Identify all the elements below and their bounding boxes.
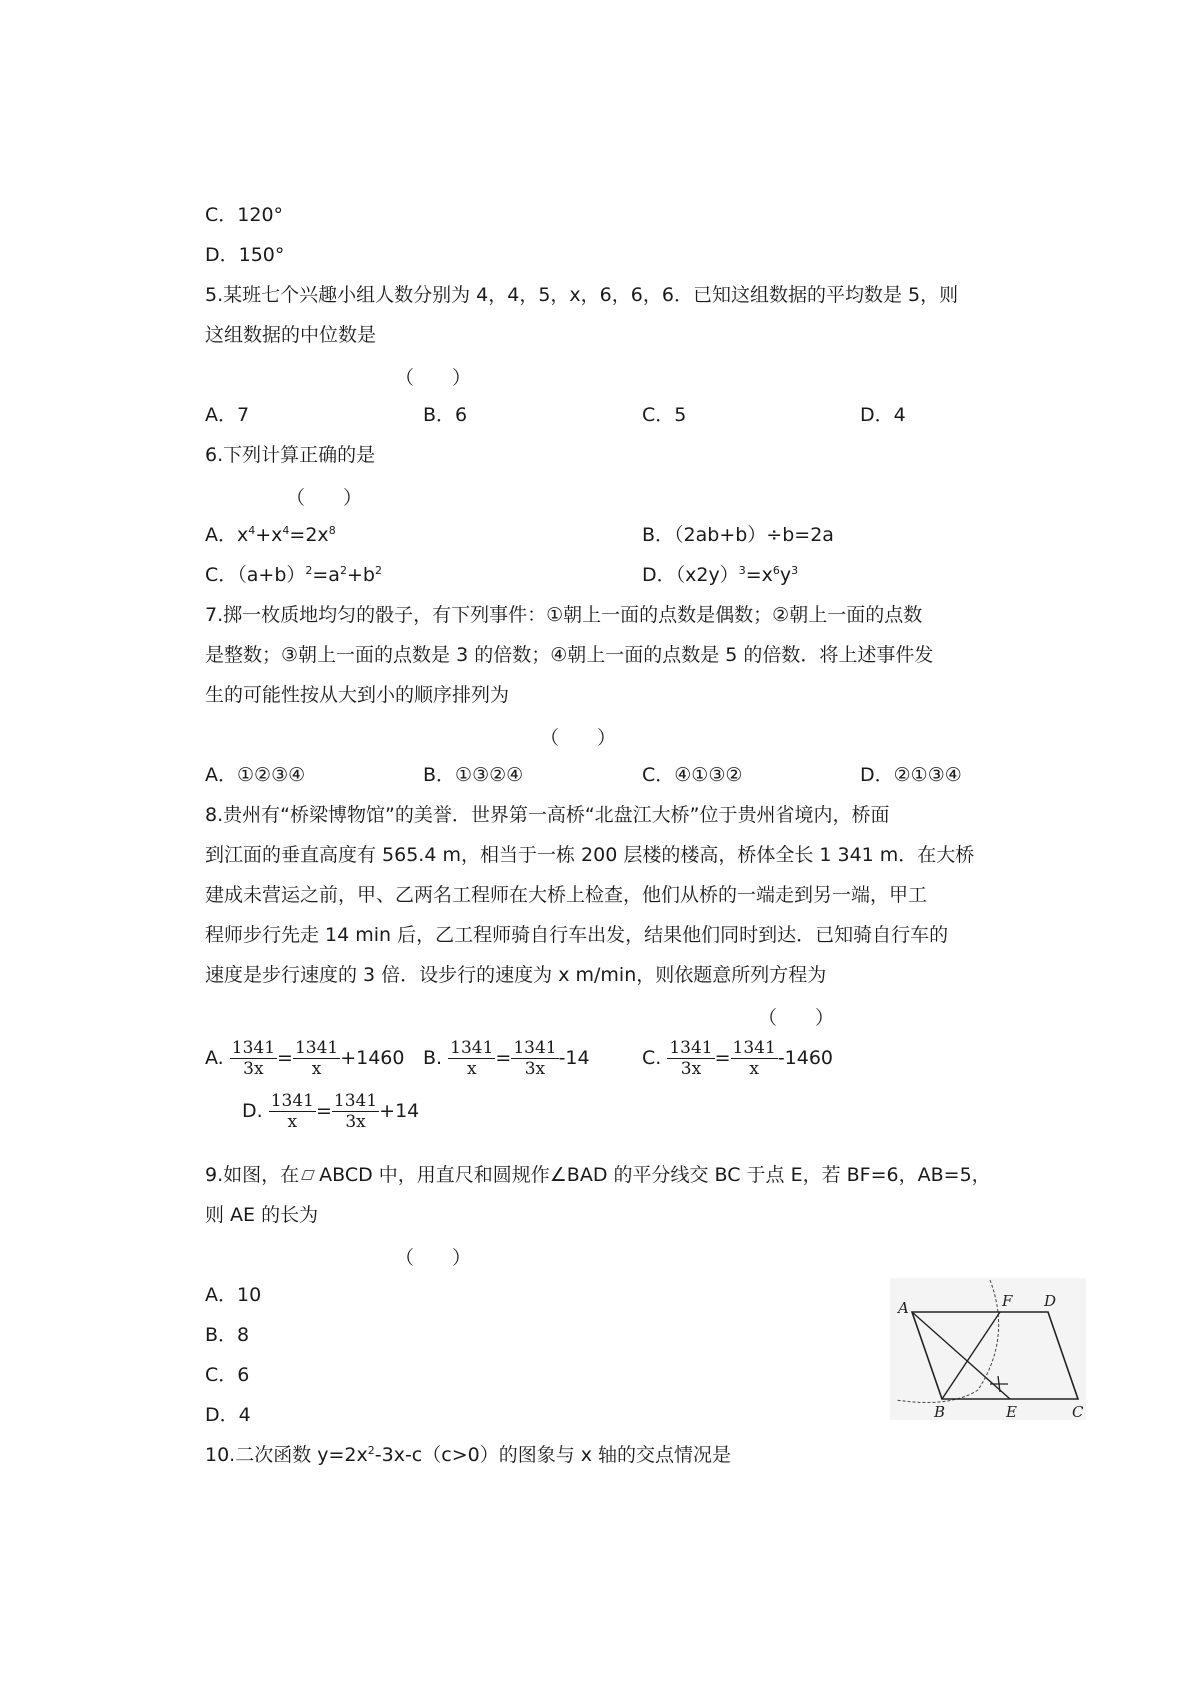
q6-c-exp2: 2 [339,564,347,577]
q8-b-frac2 [511,1038,558,1079]
q8-c-frac2 [731,1038,778,1079]
q5-option-d: D．4 [860,404,906,426]
q7-option-b: B．①③②④ [423,764,524,786]
q4-option-c: C．120° [205,204,284,226]
q6-a-eq: =2x [289,524,329,546]
segment-bf [942,1312,1000,1399]
figure-label-a: A [898,1299,909,1317]
q9-option-c: C．6 [205,1364,250,1386]
q8-b-num2: 1341 [513,1038,557,1058]
q8-d-num2: 1341 [333,1091,378,1111]
q5-text-line1: 5.某班七个兴趣小组人数分别为 4，4，5，x，6，6，6．已知这组数据的平均数是 5，则 [205,284,959,306]
q6-a-mid: +x [255,524,283,546]
q8-b-den1: x [466,1059,477,1079]
q7-option-d: D．②①③④ [860,764,962,786]
q8-option-c [642,1038,833,1079]
q6-option-a [205,523,336,547]
q8-b-den2: 3x [524,1059,546,1079]
q6-d-exp1: 3 [738,564,746,577]
q8-c-tail: -1460 [777,1047,834,1069]
q8-a-num2: 1341 [294,1038,339,1058]
q8-c-eq: = [714,1047,731,1069]
q8-text-line1: 8.贵州有“桥梁博物馆”的美誉．世界第一高桥“北盘江大桥”位于贵州省境内，桥面 [205,804,890,826]
q6-a-x: x [237,524,249,546]
parallelogram-icon [301,1170,315,1180]
q10-line1-start: 10.二次函数 y=2x [205,1444,368,1466]
q9-answer-paren: （ ） [395,1247,472,1269]
q7-text-line2: 是整数；③朝上一面的点数是 3 的倍数；④朝上一面的点数是 5 的倍数．将上述事件发 [205,644,934,666]
q8-text-line4: 程师步行先走 14 min 后，乙工程师骑自行车出发，结果他们同时到达．已知骑自行车的 [205,924,949,946]
q8-b-num1: 1341 [450,1038,494,1058]
q9-option-b: B．8 [205,1324,250,1346]
q8-d-den2: 3x [345,1112,366,1132]
q8-text-line2: 到江面的垂直高度有 565.4 m，相当于一栋 200 层楼的楼高，桥体全长 1 341 m．在大桥 [205,844,975,866]
q5-text-line2: 这组数据的中位数是 [205,324,377,346]
q10-text-line1 [205,1443,731,1467]
q10-line1-end: -3x-c（c>0）的图象与 x 轴的交点情况是 [374,1444,732,1466]
q8-a-den2: x [311,1059,322,1079]
q8-text-line5: 速度是步行速度的 3 倍．设步行的速度为 x m/min，则依题意所列方程为 [205,964,827,986]
q8-option-b [423,1038,590,1079]
figure-label-f: F [1002,1292,1013,1310]
q6-d-label: D．（x2y） [642,564,739,586]
q5-answer-paren: （ ） [395,367,472,389]
q6-a-exp2: 4 [282,524,290,537]
q8-d-frac2 [332,1091,379,1132]
q6-c-exp1: 2 [305,564,313,577]
q6-d-mid: =x [745,564,773,586]
q5-option-a: A．7 [205,404,250,426]
q10-exp: 2 [367,1444,375,1457]
figure-label-c: C [1072,1403,1084,1420]
figure-label-e: E [1006,1403,1017,1420]
q8-c-label: C. [642,1047,662,1069]
figure-label-d: D [1044,1292,1057,1310]
q8-a-den1: 3x [243,1059,264,1079]
q6-c-label: C．（a+b） [205,564,306,586]
q6-c-mid: =a [312,564,340,586]
q6-d-mid2: y [779,564,792,586]
q6-answer-paren: （ ） [286,487,363,509]
q8-d-label: D. [242,1100,263,1122]
q8-a-num1: 1341 [231,1038,276,1058]
q8-d-frac1 [269,1091,316,1132]
q6-c-mid2: +b [346,564,375,586]
figure-label-b: B [934,1403,946,1420]
q8-c-den2: x [749,1059,759,1079]
q8-text-line3: 建成未营运之前，甲、乙两名工程师在大桥上检查，他们从桥的一端走到另一端，甲工 [205,884,928,906]
q7-option-a: A．①②③④ [205,764,306,786]
q8-d-tail: +14 [379,1100,420,1122]
q6-c-exp3: 2 [374,564,382,577]
q8-c-num1: 1341 [669,1038,713,1058]
q6-d-exp3: 3 [791,564,799,577]
q8-b-eq: = [495,1047,512,1069]
q8-a-frac2 [293,1038,340,1079]
q7-answer-paren: （ ） [540,727,617,749]
q8-d-den1: x [287,1112,298,1132]
q9-figure-svg [890,1278,1086,1420]
q6-a-label: A． [205,524,237,546]
q8-d-eq: = [315,1100,332,1122]
q8-b-label: B. [423,1047,443,1069]
q8-a-tail: +1460 [340,1047,405,1069]
q8-option-a [205,1038,404,1079]
q9-option-d: D．4 [205,1404,251,1426]
q9-text-line1 [205,1163,991,1187]
q5-option-b: B．6 [423,404,468,426]
q7-text-line3: 生的可能性按从大到小的顺序排列为 [205,684,510,706]
q8-c-den1: 3x [680,1059,702,1079]
q6-a-exp1: 4 [248,524,256,537]
q9-line1-start: 9.如图，在 [205,1164,300,1186]
q8-a-label: A. [205,1047,224,1069]
compass-arc [896,1280,999,1402]
q6-text-line1: 6.下列计算正确的是 [205,444,376,466]
q6-option-c [205,563,382,587]
q6-d-exp2: 6 [772,564,780,577]
q8-a-eq: = [277,1047,293,1069]
q5-option-c: C．5 [642,404,687,426]
q7-option-c: C．④①③② [642,764,743,786]
q8-d-num1: 1341 [270,1091,314,1111]
q9-line1-end: ABCD 中，用直尺和圆规作∠BAD 的平分线交 BC 于点 E，若 BF=6，AB=5， [319,1164,991,1186]
q8-a-frac1 [230,1038,277,1079]
q7-text-line1: 7.掷一枚质地均匀的骰子，有下列事件：①朝上一面的点数是偶数；②朝上一面的点数 [205,604,923,626]
q8-c-num2: 1341 [732,1038,776,1058]
q8-b-frac1 [448,1038,495,1079]
q9-parallelogram-figure [890,1278,1086,1420]
q4-option-d: D．150° [205,244,285,266]
q6-option-d [642,563,798,587]
q6-a-exp3: 8 [328,524,336,537]
q6-option-b: B．（2ab+b）÷b=2a [642,524,834,546]
q8-b-tail: -14 [558,1047,590,1069]
q9-text-line2: 则 AE 的长为 [205,1204,319,1226]
q8-c-frac1 [667,1038,714,1079]
q8-answer-paren: （ ） [758,1007,835,1029]
q9-option-a: A．10 [205,1284,262,1306]
q8-option-d [242,1091,419,1132]
